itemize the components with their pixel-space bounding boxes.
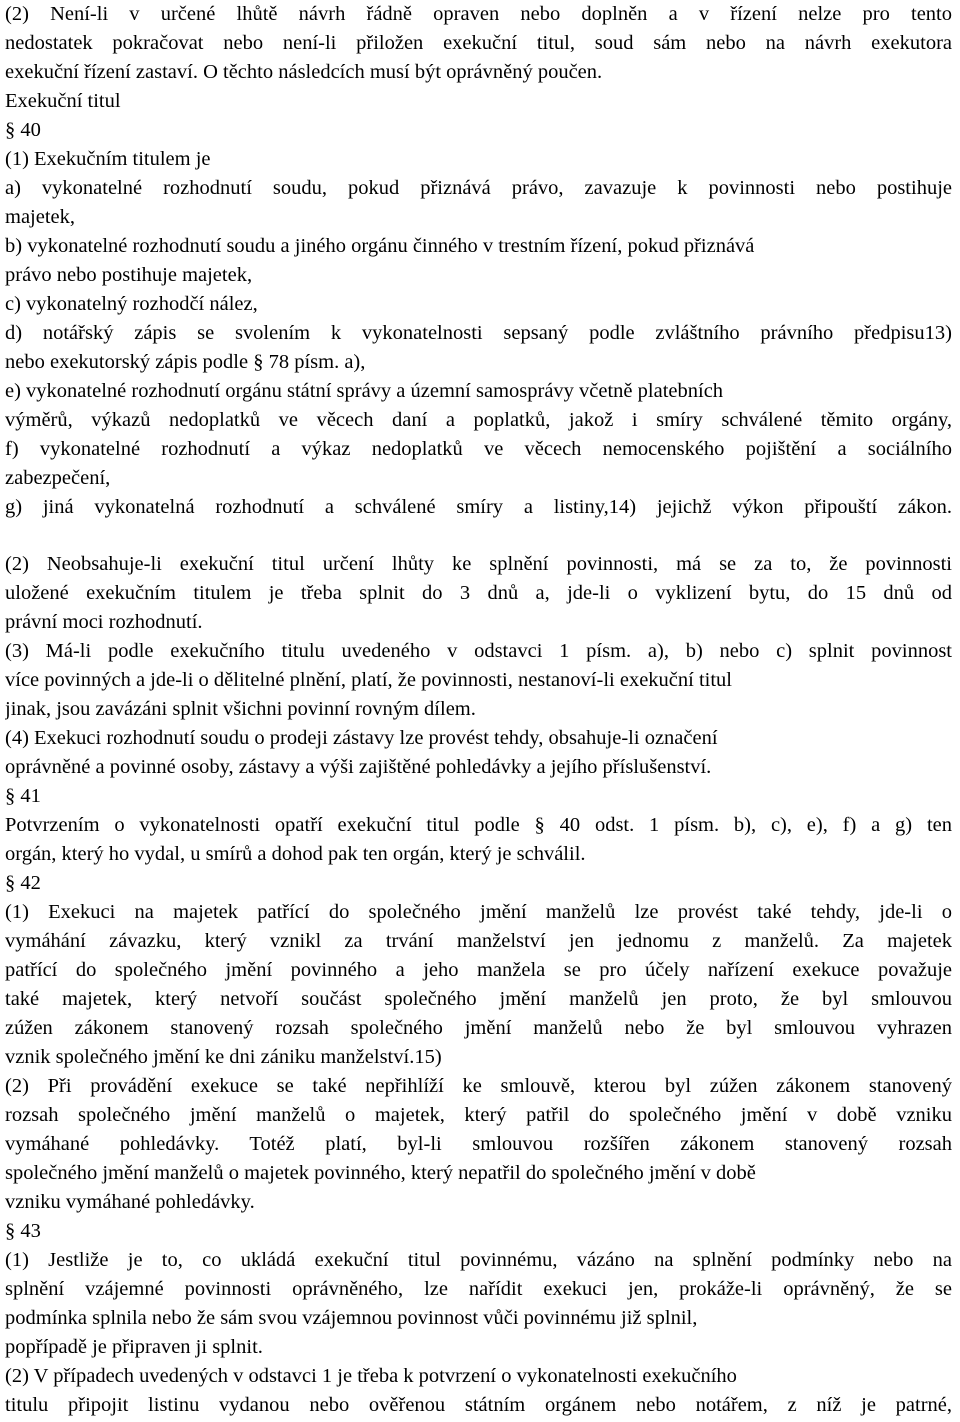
text-line: § 41 <box>5 785 41 807</box>
text-line: § 43 <box>5 1220 41 1242</box>
text-line: více povinných a jde-li o dělitelné plnění, platí, že povinnosti, nestanoví-li exekuční titul <box>5 669 732 691</box>
text-line: (1) Exekuci na majetek patřící do společného jmění manželů lze provést také tehdy, jde-li o <box>5 901 952 923</box>
text-line: právo nebo postihuje majetek, <box>5 264 253 286</box>
text-line: splnění vzájemné povinnosti oprávněného, lze nařídit exekuci jen, prokáže-li oprávněný, že se <box>5 1278 952 1300</box>
text-line: b) vykonatelné rozhodnutí soudu a jiného orgánu činného v trestním řízení, pokud přiznává <box>5 235 755 257</box>
text-line: výměrů, výkazů nedoplatků ve věcech daní a poplatků, jakož i smíry schválené těmito orgány, <box>5 409 952 431</box>
text-line: zúžen zákonem stanovený rozsah společného jmění manželů nebo že byl smlouvou vyhrazen <box>5 1017 952 1039</box>
text-line: rozsah společného jmění manželů o majetek, který patřil do společného jmění v době vzniku <box>5 1104 952 1126</box>
text-line: e) vykonatelné rozhodnutí orgánu státní správy a územní samosprávy včetně platebních <box>5 380 724 402</box>
text-line: (4) Exekuci rozhodnutí soudu o prodeji zástavy lze provést tehdy, obsahuje-li označení <box>5 727 718 749</box>
text-line: jinak, jsou zavázáni splnit všichni povinní rovným dílem. <box>5 698 476 720</box>
text-line: (2) Při provádění exekuce se také nepřihlíží ke smlouvě, kterou byl zúžen zákonem stanovený <box>5 1075 952 1097</box>
text-line: nebo exekutorský zápis podle § 78 písm. a), <box>5 351 366 373</box>
text-line: zabezpečení, <box>5 467 111 489</box>
text-line: patřící do společného jmění povinného a jeho manžela se pro účely nařízení exekuce považuje <box>5 959 952 981</box>
text-line: společného jmění manželů o majetek povinného, který nepatřil do společného jmění v době <box>5 1162 756 1184</box>
text-line: § 42 <box>5 872 41 894</box>
text-line: Potvrzením o vykonatelnosti opatří exekuční titul podle § 40 odst. 1 písm. b), c), e), f) a g) ten <box>5 814 952 836</box>
text-line: vymáhané pohledávky. Totéž platí, byl-li smlouvou rozšířen zákonem stanovený rozsah <box>5 1133 952 1155</box>
text-line: (2) Neobsahuje-li exekuční titul určení lhůty ke splnění povinnosti, má se za to, že povinnosti <box>5 553 952 575</box>
text-line: uložené exekučním titulem je třeba splnit do 3 dnů a, jde-li o vyklizení bytu, do 15 dnů od <box>5 582 952 604</box>
text-line: vzniku vymáhané pohledávky. <box>5 1191 255 1213</box>
text-line: (1) Jestliže je to, co ukládá exekuční titul povinnému, vázáno na splnění podmínky nebo na <box>5 1249 952 1271</box>
text-line: vznik společného jmění ke dni zániku manželství.15) <box>5 1046 442 1068</box>
text-line: a) vykonatelné rozhodnutí soudu, pokud přiznává právo, zavazuje k povinnosti nebo postihuje <box>5 177 952 199</box>
text-line: g) jiná vykonatelná rozhodnutí a schválené smíry a listiny,14) jejichž výkon připouští zákon. <box>5 496 952 518</box>
text-line: právní moci rozhodnutí. <box>5 611 203 633</box>
text-line: exekuční řízení zastaví. O těchto následcích musí být oprávněný poučen. <box>5 61 603 83</box>
text-line: titulu připojit listinu vydanou nebo ověřenou státním orgánem nebo notářem, z níž je patrné, <box>5 1394 952 1416</box>
text-line: f) vykonatelné rozhodnutí a výkaz nedoplatků ve věcech nemocenského pojištění a sociálního <box>5 438 952 460</box>
text-line: podmínka splnila nebo že sám svou vzájemnou povinnost vůči povinnému již splnil, <box>5 1307 698 1329</box>
text-line: orgán, který ho vydal, u smírů a dohod pak ten orgán, který je schválil. <box>5 843 586 865</box>
text-line: nedostatek pokračovat nebo není-li přiložen exekuční titul, soud sám nebo na návrh exekutora <box>5 32 952 54</box>
text-line: vymáhání závazku, který vznikl za trvání manželství jen jednomu z manželů. Za majetek <box>5 930 952 952</box>
text-line: popřípadě je připraven ji splnit. <box>5 1336 263 1358</box>
text-line: (1) Exekučním titulem je <box>5 148 211 170</box>
text-line: d) notářský zápis se svolením k vykonatelnosti sepsaný podle zvláštního právního předpisu13) <box>5 322 952 344</box>
paragraph-gap <box>5 522 952 550</box>
text-line: (3) Má-li podle exekučního titulu uvedeného v odstavci 1 písm. a), b) nebo c) splnit povinnost <box>5 640 952 662</box>
text-line: majetek, <box>5 206 76 228</box>
text-line: § 40 <box>5 119 41 141</box>
text-line: Exekuční titul <box>5 90 121 112</box>
text-line: také majetek, který netvoří součást společného jmění manželů jen proto, že byl smlouvou <box>5 988 952 1010</box>
text-line: oprávněné a povinné osoby, zástavy a výši zajištěné pohledávky a jejího příslušenství. <box>5 756 712 778</box>
text-line: (2) V případech uvedených v odstavci 1 je třeba k potvrzení o vykonatelnosti exekučního <box>5 1365 737 1387</box>
text-line: c) vykonatelný rozhodčí nález, <box>5 293 258 315</box>
text-line: (2) Není-li v určené lhůtě návrh řádně opraven nebo doplněn a v řízení nelze pro tento <box>5 3 952 25</box>
